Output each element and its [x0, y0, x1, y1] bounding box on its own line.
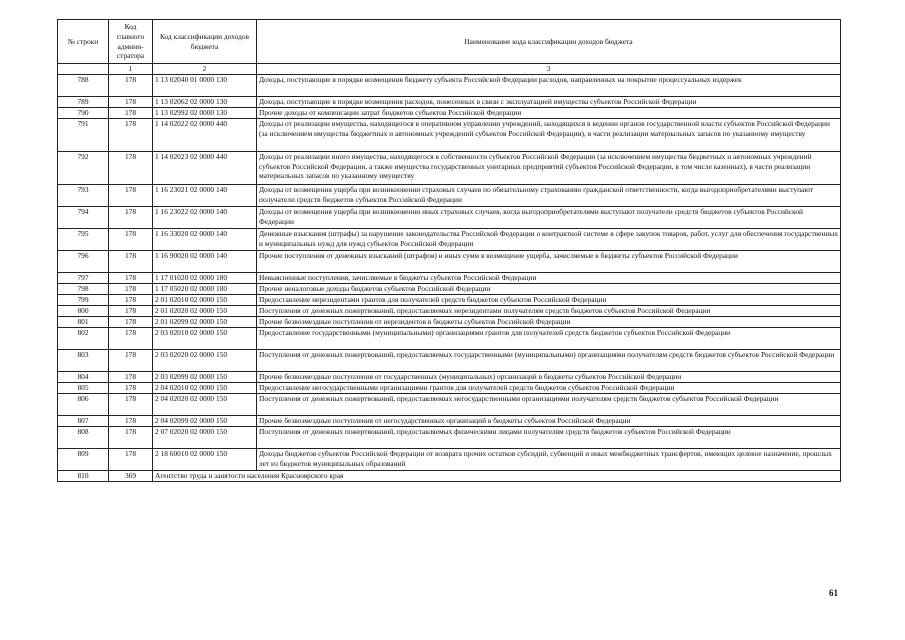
table-row: [58, 151, 841, 184]
col-header-row-number: № строки: [58, 20, 109, 64]
code-name: Доходы, поступающие в порядке возмещения бюджету субъекта Российской Федерации расходов, направленных на покрытие процессуальных издержек: [257, 74, 841, 96]
row-number: 810: [58, 470, 109, 481]
col-header-classification-code: Код классификации доходов бюджета: [153, 20, 257, 64]
table-row: [58, 283, 841, 294]
row-number: 803: [58, 349, 109, 371]
code-name: Доходы от реализации иного имущества, находящегося в собственности субъектов Российской Федерации (за исключением имущества бюджетных и автономных учреждений субъектов Российской Федерации, а также имущества государственных унитарных предприятий субъектов Российской Федерации, в том числе казенных), в части реализации материальных запасов по указанному имуществу: [257, 151, 841, 184]
admin-code: 178: [109, 371, 153, 382]
code-name: Доходы от возмещения ущерба при возникновении страховых случаев по обязательному страхованию гражданской ответственности, когда выгодоприобретателями выступают получатели средств бюджетов субъектов Российской Федерации: [257, 184, 841, 206]
code-name: Прочие безвозмездные поступления от государственных (муниципальных) организаций в бюджеты субъектов Российской Федерации: [257, 371, 841, 382]
classification-code: 2 03 02010 02 0000 150: [153, 327, 257, 349]
row-number: 789: [58, 96, 109, 107]
col-header-admin-code: Код главного админи-стратора: [109, 20, 153, 64]
code-name: Прочие безвозмездные поступления от негосударственных организаций в бюджеты субъектов Российской Федерации: [257, 415, 841, 426]
code-name: Поступления от денежных пожертвований, предоставляемых нерезидентами получателям средств бюджетов субъектов Российской Федерации: [257, 305, 841, 316]
classification-code: 1 13 02992 02 0000 130: [153, 107, 257, 118]
classification-code: 1 14 02022 02 0000 440: [153, 118, 257, 151]
classification-code: 1 17 01020 02 0000 180: [153, 272, 257, 283]
admin-code: 178: [109, 448, 153, 470]
admin-code: 178: [109, 118, 153, 151]
table-row: [58, 371, 841, 382]
admin-code: 178: [109, 272, 153, 283]
column-number: 3: [257, 64, 841, 75]
table-row: [58, 206, 841, 228]
table-row: [58, 228, 841, 250]
table-row: [58, 426, 841, 448]
classification-code: 2 04 02020 02 0000 150: [153, 393, 257, 415]
classification-code: 1 13 02062 02 0000 130: [153, 96, 257, 107]
admin-code: 178: [109, 96, 153, 107]
admin-code: 178: [109, 415, 153, 426]
table-row: [58, 382, 841, 393]
column-number: 1: [109, 64, 153, 75]
admin-code: 178: [109, 184, 153, 206]
row-number: 790: [58, 107, 109, 118]
row-number: 802: [58, 327, 109, 349]
classification-code: 1 17 05020 02 0000 180: [153, 283, 257, 294]
code-name: Денежные взыскания (штрафы) за нарушение законодательства Российской Федерации о контрактной системе в сфере закупок товаров, работ, услуг для обеспечения государственных и муниципальных нужд для нужд субъектов Российской Федерации: [257, 228, 841, 250]
table-row: [58, 118, 841, 151]
admin-code: 178: [109, 107, 153, 118]
classification-code: 1 14 02023 02 0000 440: [153, 151, 257, 184]
page-number: 61: [829, 588, 838, 598]
code-name: Доходы, поступающие в порядке возмещения расходов, понесенных в связи с эксплуатацией имущества субъектов Российской Федерации: [257, 96, 841, 107]
table-row: [58, 294, 841, 305]
row-number: 809: [58, 448, 109, 470]
code-name: Предоставление государственными (муниципальными) организациями грантов для получателей средств бюджетов субъектов Российской Федерации: [257, 327, 841, 349]
classification-code: 2 01 02020 02 0000 150: [153, 305, 257, 316]
code-name: Прочие поступления от денежных взысканий (штрафов) и иных сумм в возмещение ущерба, зачисляемые в бюджеты субъектов Российской Федерации: [257, 250, 841, 272]
agency-name: Агентство труда и занятости населения Красноярского края: [153, 470, 841, 481]
table-row: [58, 316, 841, 327]
admin-code: 178: [109, 305, 153, 316]
code-name: Предоставление нерезидентами грантов для получателей средств бюджетов субъектов Российской Федерации: [257, 294, 841, 305]
row-number: 798: [58, 283, 109, 294]
classification-code: 2 01 02099 02 0000 150: [153, 316, 257, 327]
row-number: 808: [58, 426, 109, 448]
table-row: [58, 96, 841, 107]
admin-code: 178: [109, 151, 153, 184]
admin-code: 178: [109, 327, 153, 349]
classification-code: 2 03 02020 02 0000 150: [153, 349, 257, 371]
table-row: [58, 349, 841, 371]
admin-code: 178: [109, 382, 153, 393]
row-number: 793: [58, 184, 109, 206]
admin-code: 178: [109, 349, 153, 371]
admin-code: 178: [109, 206, 153, 228]
row-number: 797: [58, 272, 109, 283]
col-header-code-name: Наименование кода классификации доходов бюджета: [257, 20, 841, 64]
table-row: [58, 272, 841, 283]
row-number: 807: [58, 415, 109, 426]
table-row: [58, 107, 841, 118]
row-number: 800: [58, 305, 109, 316]
classification-code: 1 16 23022 02 0000 140: [153, 206, 257, 228]
table-row-agency: [58, 470, 841, 481]
admin-code: 178: [109, 426, 153, 448]
row-number: 791: [58, 118, 109, 151]
admin-code: 178: [109, 393, 153, 415]
row-number: 792: [58, 151, 109, 184]
classification-code: 2 04 02099 02 0000 150: [153, 415, 257, 426]
admin-code: 178: [109, 74, 153, 96]
admin-code: 178: [109, 250, 153, 272]
row-number: 796: [58, 250, 109, 272]
admin-code: 178: [109, 283, 153, 294]
classification-code: 1 16 23021 02 0000 140: [153, 184, 257, 206]
table-row: [58, 393, 841, 415]
classification-code: 2 07 02020 02 0000 150: [153, 426, 257, 448]
admin-code: 178: [109, 316, 153, 327]
row-number: 806: [58, 393, 109, 415]
row-number: 804: [58, 371, 109, 382]
row-number: 795: [58, 228, 109, 250]
table-body: [58, 74, 841, 481]
classification-code: 1 13 02040 01 0000 130: [153, 74, 257, 96]
classification-code: 2 01 02010 02 0000 150: [153, 294, 257, 305]
code-name: Поступления от денежных пожертвований, предоставляемых негосударственными организациями получателям средств бюджетов субъектов Российской Федерации: [257, 393, 841, 415]
classification-code: 2 04 02010 02 0000 150: [153, 382, 257, 393]
admin-code: 178: [109, 294, 153, 305]
code-name: Предоставление негосударственными организациями грантов для получателей средств бюджетов субъектов Российской Федерации: [257, 382, 841, 393]
column-number-row: [58, 64, 841, 75]
classification-code: 1 16 90020 02 0000 140: [153, 250, 257, 272]
code-name: Поступления от денежных пожертвований, предоставляемых физическими лицами получателям средств бюджетов субъектов Российской Федерации: [257, 426, 841, 448]
column-number: 2: [153, 64, 257, 75]
row-number: 805: [58, 382, 109, 393]
column-number-empty: [58, 64, 109, 75]
code-name: Поступления от денежных пожертвований, предоставляемых государственными (муниципальными) организациями получателям средств бюджетов субъектов Российской Федерации: [257, 349, 841, 371]
table-row: [58, 448, 841, 470]
row-number: 794: [58, 206, 109, 228]
code-name: Прочие безвозмездные поступления от нерезидентов в бюджеты субъектов Российской Федерации: [257, 316, 841, 327]
row-number: 799: [58, 294, 109, 305]
row-number: 788: [58, 74, 109, 96]
classification-code: 2 18 60010 02 0000 150: [153, 448, 257, 470]
table-row: [58, 184, 841, 206]
classification-code: 1 16 33020 02 0000 140: [153, 228, 257, 250]
table-header-row: [58, 20, 841, 64]
code-name: Доходы от реализации имущества, находящегося в оперативном управлении учреждений, находящихся в ведении органов государственной власти субъектов Российской Федерации (за исключением имущества бюджетных и автономных учреждений субъектов Российской Федерации), в части реализации материальных запасов по указанному имуществу: [257, 118, 841, 151]
admin-code: 178: [109, 228, 153, 250]
table-row: [58, 74, 841, 96]
code-name: Доходы бюджетов субъектов Российской Федерации от возврата прочих остатков субсидий, субвенций и иных межбюджетных трансфертов, имеющих целевое назначение, прошлых лет из бюджетов муниципальных образований: [257, 448, 841, 470]
table-row: [58, 250, 841, 272]
code-name: Прочие неналоговые доходы бюджетов субъектов Российской Федерации: [257, 283, 841, 294]
classification-code: 2 03 02099 02 0000 150: [153, 371, 257, 382]
budget-classification-table: [57, 19, 841, 482]
table-row: [58, 415, 841, 426]
row-number: 801: [58, 316, 109, 327]
table-row: [58, 327, 841, 349]
code-name: Невыясненные поступления, зачисляемые в бюджеты субъектов Российской Федерации: [257, 272, 841, 283]
admin-code: 369: [109, 470, 153, 481]
table-row: [58, 305, 841, 316]
code-name: Прочие доходы от компенсации затрат бюджетов субъектов Российской Федерации: [257, 107, 841, 118]
code-name: Доходы от возмещения ущерба при возникновении иных страховых случаев, когда выгодоприобретателями выступают получатели средств бюджетов субъектов Российской Федерации: [257, 206, 841, 228]
